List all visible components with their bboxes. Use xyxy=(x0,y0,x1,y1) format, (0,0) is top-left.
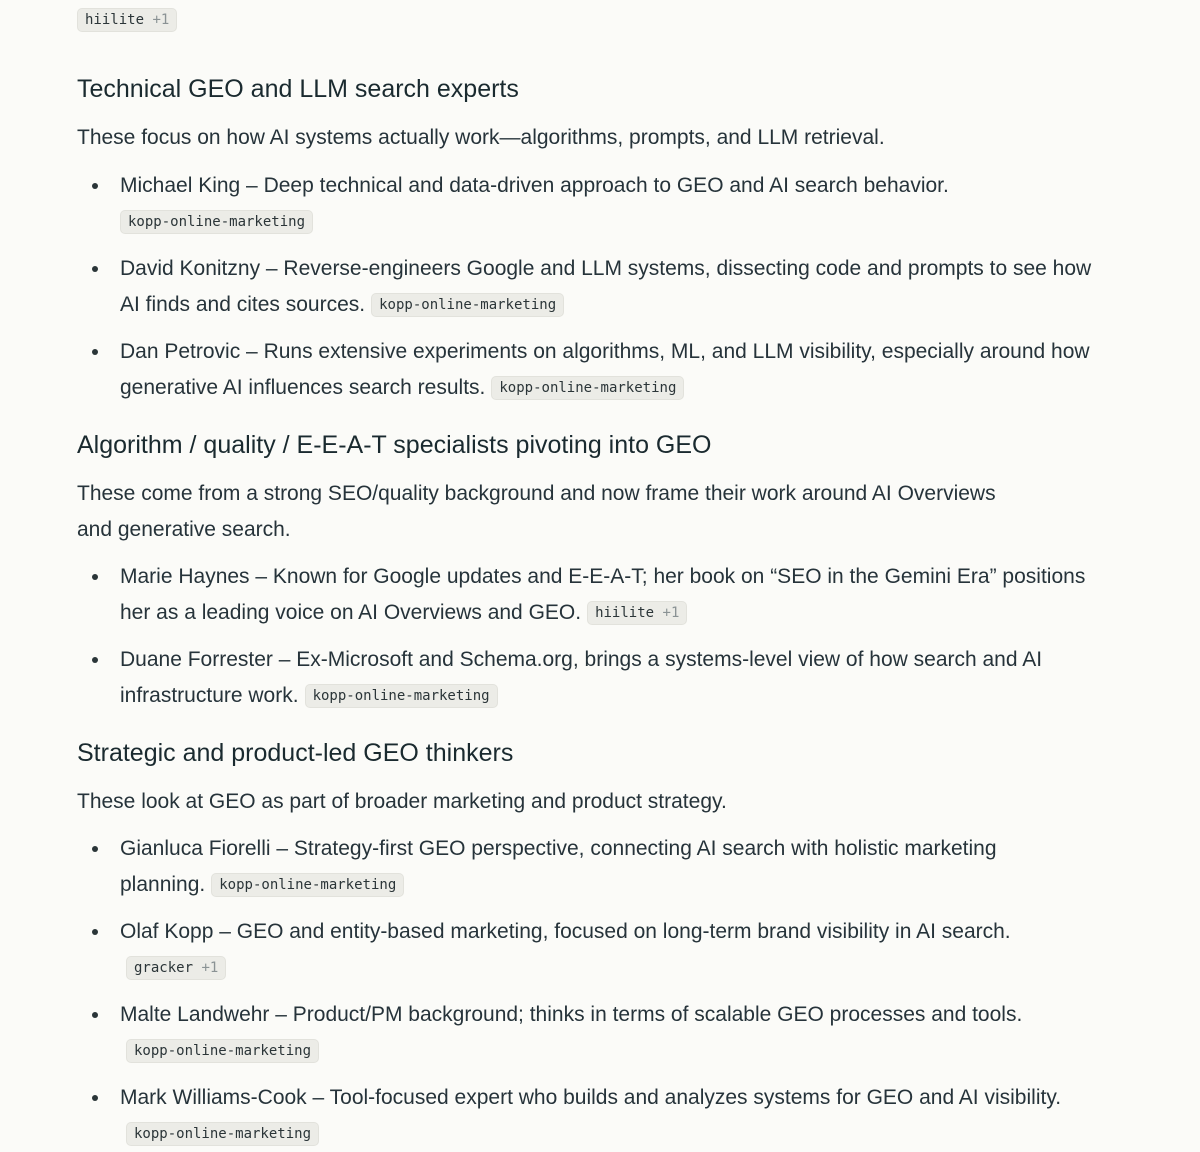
list-item: David Konitzny – Reverse-engineers Google and LLM systems, dissecting code and prompts to see how AI finds and cites sources. kopp-online-marketing xyxy=(77,251,1097,323)
source-chip[interactable]: gracker +1 xyxy=(126,956,226,980)
source-chip[interactable]: kopp-online-marketing xyxy=(491,376,684,400)
section-heading: Technical GEO and LLM search experts xyxy=(77,75,519,103)
source-chip[interactable]: kopp-online-marketing xyxy=(126,1122,319,1146)
list-item: Marie Haynes – Known for Google updates and E-E-A-T; her book on “SEO in the Gemini Era” positions her as a leading voice on AI Overviews and GEO. hiilite +1 xyxy=(77,559,1097,631)
source-chip[interactable]: kopp-online-marketing xyxy=(120,210,313,234)
expert-list xyxy=(77,168,1097,406)
source-chip[interactable]: hiilite +1 xyxy=(587,601,687,625)
list-item: Dan Petrovic – Runs extensive experiments on algorithms, ML, and LLM visibility, especially around how generative AI influences search results. kopp-online-marketing xyxy=(77,334,1097,406)
source-chip[interactable]: kopp-online-marketing xyxy=(211,873,404,897)
list-item: Duane Forrester – Ex-Microsoft and Schema.org, brings a systems-level view of how search and AI infrastructure work. kopp-online-marketing xyxy=(77,642,1097,714)
section-intro: These come from a strong SEO/quality background and now frame their work around AI Overviews and generative search. xyxy=(77,482,996,541)
expert-list xyxy=(77,831,1097,1152)
source-chip-row xyxy=(77,8,177,32)
list-item: Gianluca Fiorelli – Strategy-first GEO perspective, connecting AI search with holistic marketing planning. kopp-online-marketing xyxy=(77,831,1097,903)
source-chip[interactable]: hiilite +1 xyxy=(77,8,177,32)
source-chip[interactable]: kopp-online-marketing xyxy=(305,684,498,708)
section-heading: Algorithm / quality / E-E-A-T specialists pivoting into GEO xyxy=(77,431,712,459)
source-chip[interactable]: kopp-online-marketing xyxy=(371,293,564,317)
section-intro: These focus on how AI systems actually work—algorithms, prompts, and LLM retrieval. xyxy=(77,126,885,149)
list-item: Mark Williams-Cook – Tool-focused expert who builds and analyzes systems for GEO and AI visibility.kopp-online-marketing xyxy=(77,1080,1097,1152)
section-intro: These look at GEO as part of broader marketing and product strategy. xyxy=(77,790,727,813)
section-heading: Strategic and product-led GEO thinkers xyxy=(77,739,514,767)
list-item: Malte Landwehr – Product/PM background; thinks in terms of scalable GEO processes and tools.kopp-online-marketing xyxy=(77,997,1097,1069)
expert-list xyxy=(77,559,1097,714)
source-chip[interactable]: kopp-online-marketing xyxy=(126,1039,319,1063)
list-item: Michael King – Deep technical and data-driven approach to GEO and AI search behavior. kopp-online-marketing xyxy=(77,168,1097,240)
list-item: Olaf Kopp – GEO and entity-based marketing, focused on long-term brand visibility in AI search.gracker +1 xyxy=(77,914,1097,986)
